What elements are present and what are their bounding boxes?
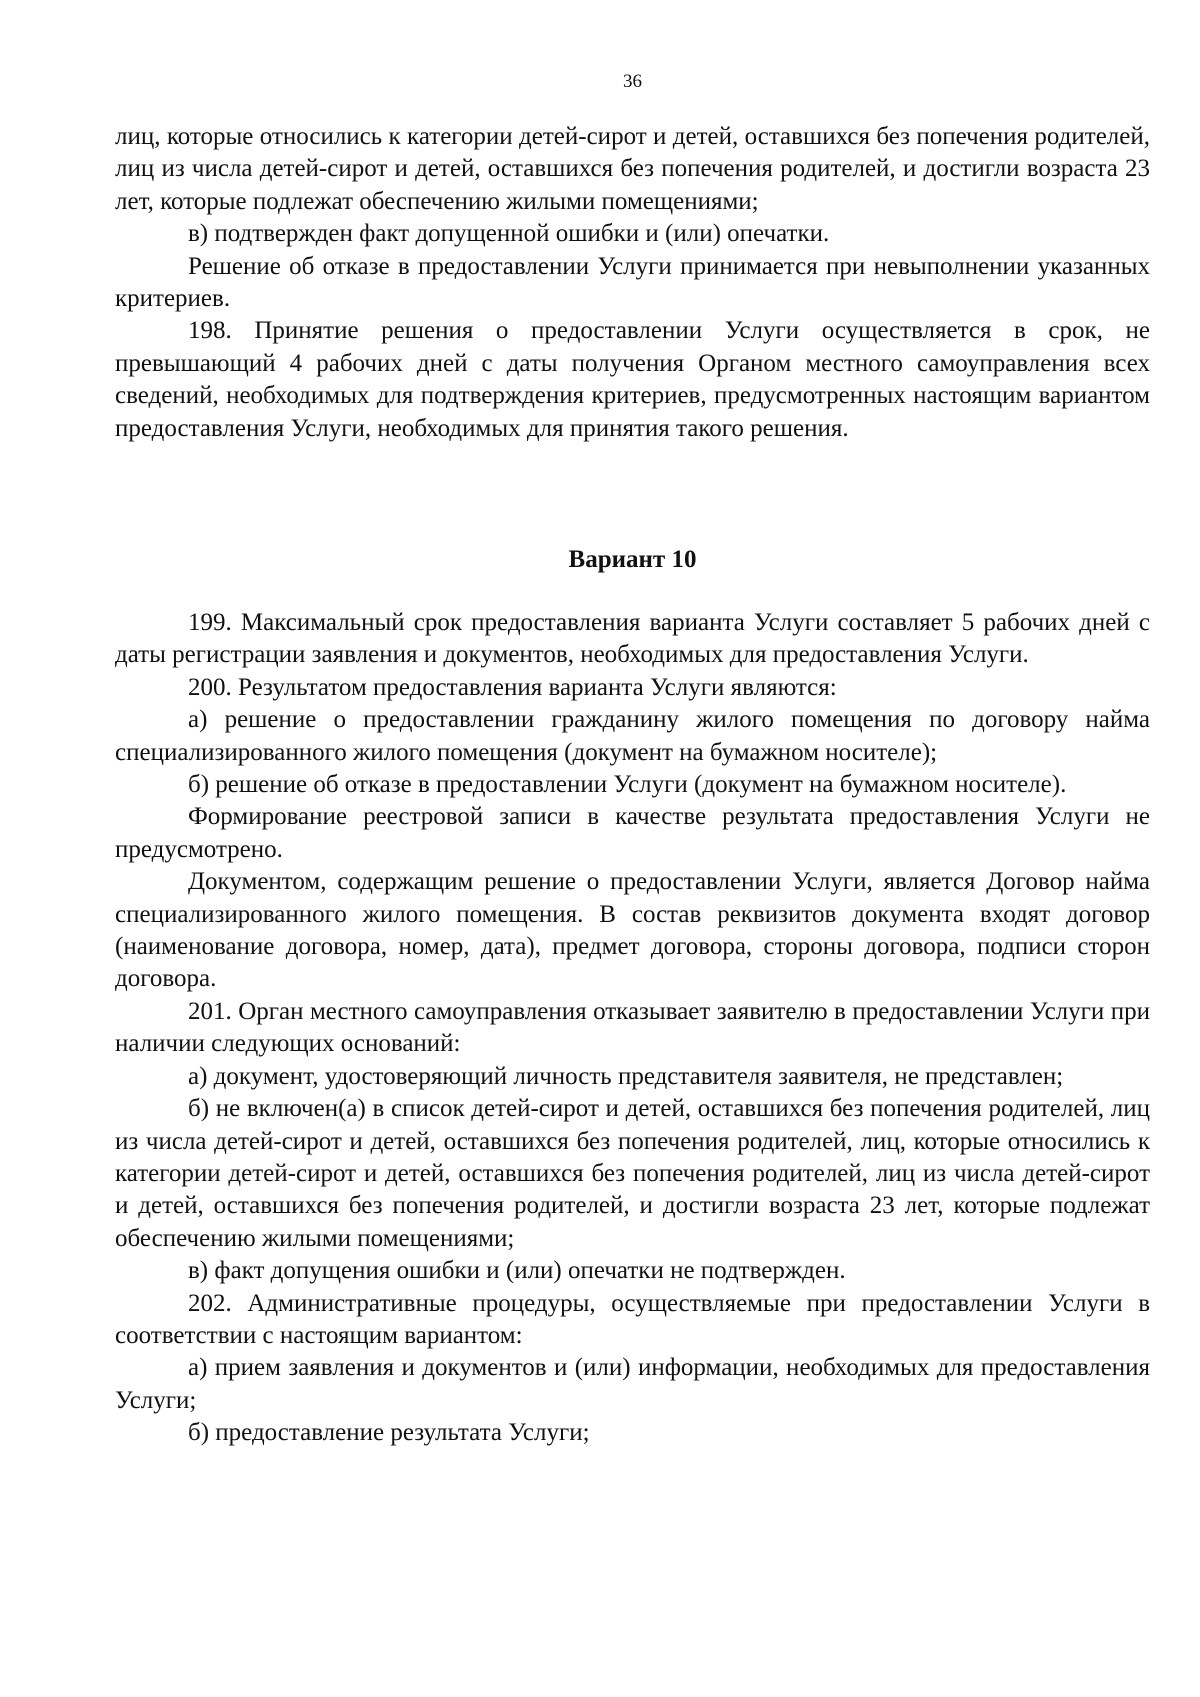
- paragraph-200-a: а) решение о предоставлении гражданину жилого помещения по договору найма специализированного жилого помещения (документ на бумажном носителе);: [115, 706, 1150, 766]
- paragraph-continuation: лиц, которые относились к категории детей-сирот и детей, оставшихся без попечения родителей, лиц из числа детей-сирот и детей, оставшихся без попечения родителей, и достигли возраста 23 лет, которые подлежат обеспечению жилыми помещениями;: [115, 123, 1150, 215]
- paragraph-201-a: а) документ, удостоверяющий личность представителя заявителя, не представлен;: [188, 1062, 1064, 1090]
- paragraph-200-b: б) решение об отказе в предоставлении Услуги (документ на бумажном носителе).: [188, 771, 1067, 799]
- paragraph-202-a: а) прием заявления и документов и (или) информации, необходимых для предоставления Услуги;: [115, 1354, 1150, 1414]
- paragraph-document-contract: Документом, содержащим решение о предоставлении Услуги, является Договор найма специализированного жилого помещения. В состав реквизитов документа входят договор (наименование договора, номер, дата), предмет договора, стороны договора, подписи сторон договора.: [115, 868, 1150, 993]
- paragraph-registry-record: Формирование реестровой записи в качестве результата предоставления Услуги не предусмотрено.: [115, 803, 1150, 863]
- paragraph-item-v: в) подтвержден факт допущенной ошибки и (или) опечатки.: [188, 220, 830, 248]
- section-heading: Вариант 10: [568, 546, 697, 573]
- paragraph-202-b: б) предоставление результата Услуги;: [188, 1419, 590, 1447]
- page-number: 36: [623, 71, 642, 92]
- paragraph-198: 198. Принятие решения о предоставлении Услуги осуществляется в срок, не превышающий 4 рабочих дней с даты получения Органом местного самоуправления всех сведений, необходимых для подтверждения критериев, предусмотренных настоящим вариантом предоставления Услуги, необходимых для принятия такого решения.: [115, 317, 1150, 442]
- paragraph-200: 200. Результатом предоставления варианта Услуги являются:: [188, 673, 837, 701]
- text-block-top: [115, 121, 1150, 445]
- paragraph-201: 201. Орган местного самоуправления отказывает заявителю в предоставлении Услуги при наличии следующих оснований:: [115, 997, 1150, 1058]
- paragraph-202: 202. Административные процедуры, осуществляемые при предоставлении Услуги в соответствии с настоящим вариантом:: [115, 1289, 1150, 1349]
- paragraph-201-b: б) не включен(а) в список детей-сирот и детей, оставшихся без попечения родителей, лиц из числа детей-сирот и детей, оставшихся без попечения родителей, лиц, которые относились к категории детей-сирот и детей, оставшихся без попечения родителей, лиц из числа детей-сирот и детей, оставшихся без попечения родителей, и достигли возраста 23 лет, которые подлежат обеспечению жилыми помещениями;: [115, 1095, 1150, 1252]
- paragraph-refusal-decision: Решение об отказе в предоставлении Услуги принимается при невыполнении указанных критериев.: [115, 252, 1150, 313]
- paragraph-199: 199. Максимальный срок предоставления варианта Услуги составляет 5 рабочих дней с даты регистрации заявления и документов, необходимых для предоставления Услуги.: [115, 609, 1150, 669]
- text-block-variant-10: [115, 607, 1150, 1450]
- paragraph-201-v: в) факт допущения ошибки и (или) опечатки не подтвержден.: [188, 1257, 846, 1285]
